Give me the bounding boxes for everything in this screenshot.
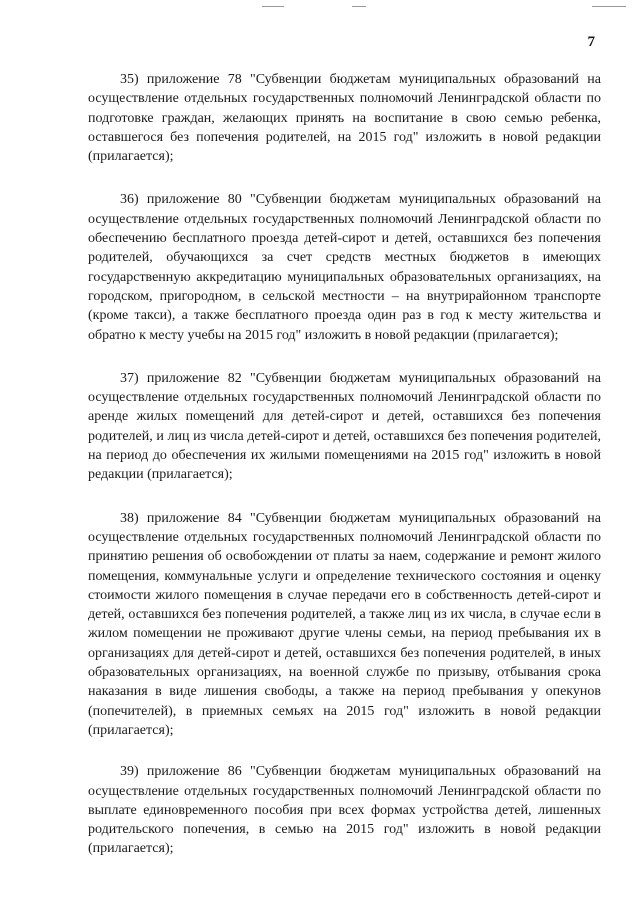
list-item-37: 37) приложение 82 "Субвенции бюджетам муниципальных образований на осуществление отдельных государственных полномочий Ленинградской области по аренде жилых помещений для детей-сирот и детей, оставшихся без попечения родителей, и лиц из числа детей-сирот и детей, оставшихся без попечения родителей, на период до обеспечения их жилыми помещениями на 2015 год" изложить в новой редакции (прилагается); [88,370,601,483]
document-body [88,70,601,883]
list-item-36: 36) приложение 80 "Субвенции бюджетам муниципальных образований на осуществление отдельных государственных полномочий Ленинградской области по обеспечению бесплатного проезда детей-сирот и детей, оставшихся без попечения родителей, обучающихся за счет средств местных бюджетов в имеющих государственную аккредитацию муниципальных образовательных организациях, на городском, пригородном, в сельской местности – на внутрирайонном транспорте (кроме такси), а также бесплатного проезда один раз в год к месту жительства и обратно к месту учебы на 2015 год" изложить в новой редакции (прилагается); [88,192,601,343]
page-number: 7 [587,34,595,50]
scan-artifact-right [592,6,626,7]
scan-artifact-center [352,6,366,7]
list-item-35: 35) приложение 78 "Субвенции бюджетам муниципальных образований на осуществление отдельных государственных полномочий Ленинградской области по подготовке граждан, желающих принять на воспитание в свою семью ребенка, оставшегося без попечения родителей, на 2015 год" изложить в новой редакции (прилагается); [88,72,601,165]
list-item-39: 39) приложение 86 "Субвенции бюджетам муниципальных образований на осуществление отдельных государственных полномочий Ленинградской области по выплате единовременного пособия при всех формах устройства детей, лишенных родительского попечения, в семью на 2015 год" изложить в новой редакции (прилагается); [88,764,601,857]
scan-artifact-left [262,6,284,7]
list-item-38: 38) приложение 84 "Субвенции бюджетам муниципальных образований на осуществление отдельных государственных полномочий Ленинградской области по принятию решения об освобождении от платы за наем, содержание и ремонт жилого помещения, коммунальные услуги и определение технического состояния и оценку стоимости жилого помещения в случае передачи его в собственность детей-сирот и детей, оставшихся без попечения родителей, а также лиц из их числа, в случае если в жилом помещении не проживают другие члены семьи, на период пребывания их в организациях для детей-сирот и детей, оставшихся без попечения родителей, в иных образовательных организациях, на военной службе по призыву, отбывания срока наказания в виде лишения свободы, а также на период пребывания у опекунов (попечителей), в приемных семьях на 2015 год" изложить в новой редакции (прилагается); [88,510,601,738]
